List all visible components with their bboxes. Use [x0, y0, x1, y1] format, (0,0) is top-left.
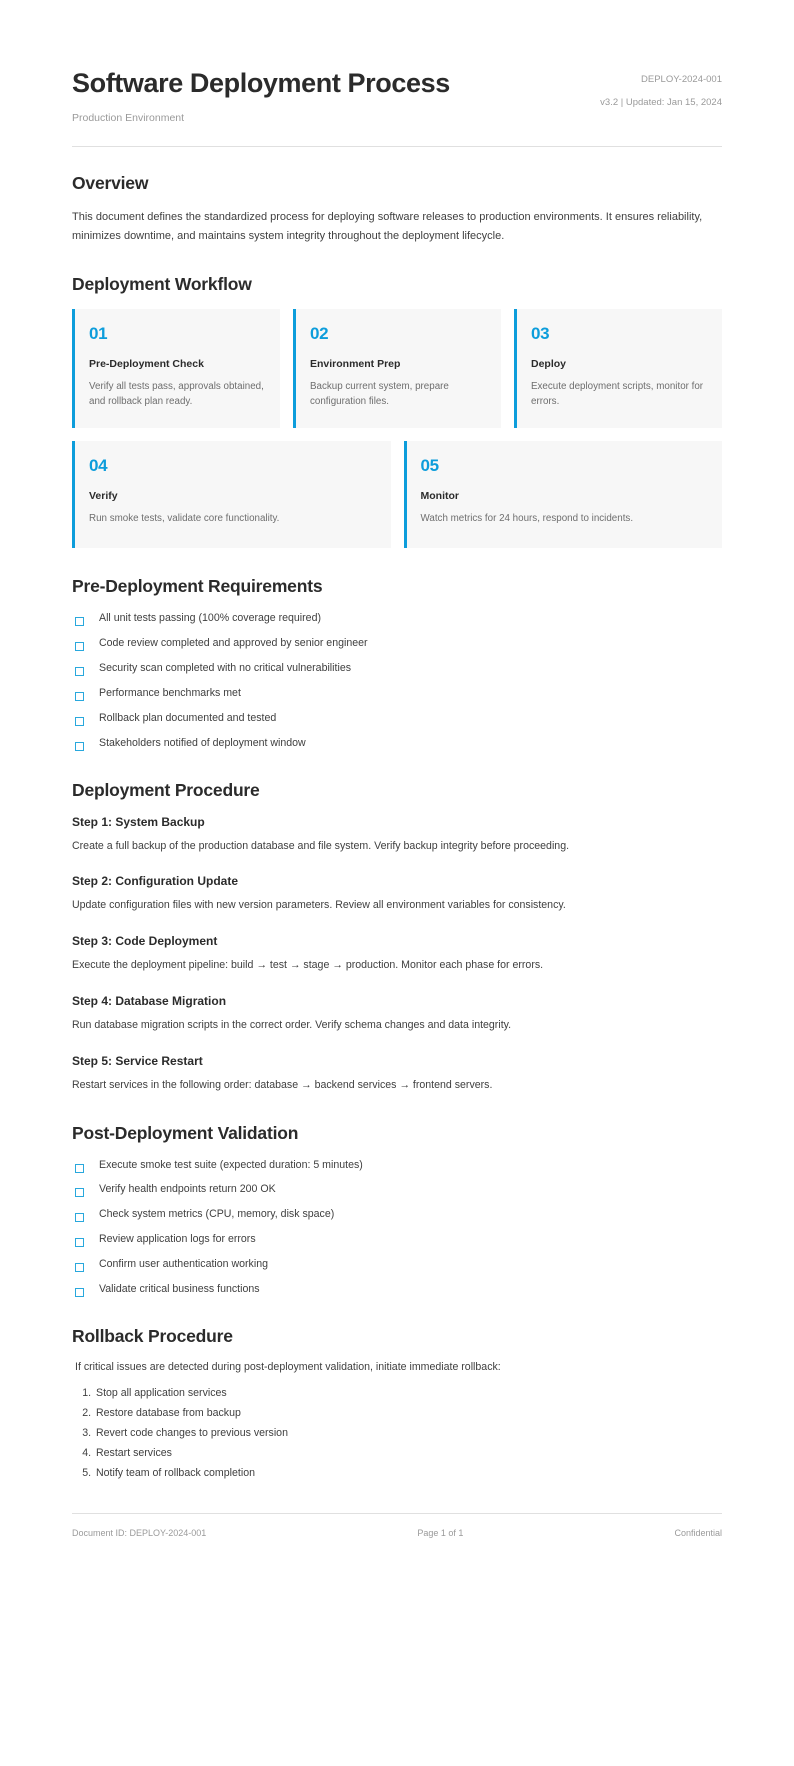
- checkbox-icon[interactable]: [75, 642, 84, 651]
- workflow-card-title: Pre-Deployment Check: [89, 357, 204, 370]
- checklist-item-label: Validate critical business functions: [99, 1283, 260, 1296]
- checklist-item-label: Rollback plan documented and tested: [99, 711, 277, 724]
- workflow-card-title: Environment Prep: [310, 357, 401, 370]
- checklist-item[interactable]: [72, 1282, 722, 1298]
- workflow-card-title: Deploy: [531, 357, 567, 370]
- checkbox-icon[interactable]: [75, 667, 84, 676]
- checkbox-icon[interactable]: [75, 1188, 84, 1197]
- checkbox-icon[interactable]: [75, 1238, 84, 1247]
- checklist-item-label: Performance benchmarks met: [99, 686, 241, 699]
- workflow-card-03: [514, 309, 722, 428]
- document-subtitle: Production Environment: [72, 112, 185, 125]
- workflow-card-01: [72, 309, 280, 428]
- checklist-item[interactable]: [72, 1182, 722, 1198]
- procedure-step-title: Step 4: Database Migration: [72, 994, 227, 1008]
- footer-document-id: Document ID: DEPLOY-2024-001: [72, 1527, 207, 1538]
- requirements-section: [72, 576, 722, 751]
- checklist-item[interactable]: [72, 636, 722, 652]
- rollback-step-item: 5. Notify team of rollback completion: [94, 1467, 722, 1479]
- document-version-meta: v3.2 | Updated: Jan 15, 2024: [600, 97, 722, 108]
- document-id-label: DEPLOY-2024-001: [641, 74, 722, 85]
- checkbox-icon[interactable]: [75, 1263, 84, 1272]
- checklist-item-label: Check system metrics (CPU, memory, disk space): [99, 1208, 335, 1221]
- workflow-card-number: 05: [420, 455, 439, 475]
- checklist-item[interactable]: [72, 686, 722, 702]
- validation-heading: Post-Deployment Validation: [72, 1122, 299, 1143]
- workflow-card-description: Watch metrics for 24 hours, respond to incidents.: [420, 512, 634, 524]
- rollback-heading: Rollback Procedure: [72, 1325, 233, 1346]
- checklist-item-label: All unit tests passing (100% coverage required): [99, 612, 321, 625]
- workflow-row-2: [72, 441, 722, 548]
- checkbox-icon[interactable]: [75, 1164, 84, 1173]
- checklist-item[interactable]: [72, 1232, 722, 1248]
- checklist-item[interactable]: [72, 661, 722, 677]
- procedure-step: [72, 1054, 722, 1095]
- header-left-group: [72, 62, 450, 124]
- header-right-group: [600, 62, 722, 108]
- requirements-checklist: [72, 611, 722, 751]
- workflow-row-1: [72, 309, 722, 428]
- procedure-step: [72, 994, 722, 1035]
- checklist-item[interactable]: [72, 1257, 722, 1273]
- procedure-section: [72, 780, 722, 1095]
- checklist-item[interactable]: [72, 611, 722, 627]
- workflow-card-05: [404, 441, 723, 548]
- validation-section: [72, 1123, 722, 1298]
- checkbox-icon[interactable]: [75, 1288, 84, 1297]
- procedure-step-description: Restart services in the following order: database → backend services → frontend servers.: [72, 1078, 493, 1091]
- workflow-card-description: Run smoke tests, validate core functionality.: [89, 512, 280, 524]
- procedure-step: [72, 874, 722, 915]
- checklist-item-label: Security scan completed with no critical vulnerabilities: [99, 662, 352, 675]
- procedure-step-title: Step 1: System Backup: [72, 814, 205, 829]
- procedure-step-title: Step 5: Service Restart: [72, 1053, 203, 1068]
- overview-body: This document defines the standardized process for deploying software releases to production environments. It ensures reliability, minimizes downtime, and maintains system integrity throughout the deployment lifecycle.: [72, 211, 703, 242]
- header-divider: [72, 146, 722, 147]
- rollback-step-item: 1. Stop all application services: [94, 1387, 722, 1399]
- workflow-card-title: Verify: [89, 489, 118, 502]
- footer-confidentiality-label: Confidential: [674, 1527, 722, 1538]
- checklist-item[interactable]: [72, 1158, 722, 1174]
- document-footer: [72, 1513, 722, 1578]
- procedure-step: [72, 815, 722, 856]
- overview-section: [72, 173, 722, 246]
- workflow-card-title: Monitor: [420, 489, 459, 502]
- rollback-section: [72, 1326, 722, 1479]
- workflow-section: [72, 274, 722, 548]
- checkbox-icon[interactable]: [75, 742, 84, 751]
- checklist-item-label: Review application logs for errors: [99, 1233, 256, 1246]
- procedure-step-description: Create a full backup of the production database and file system. Verify backup integrity before proceeding.: [72, 839, 570, 852]
- footer-page-number: Page 1 of 1: [417, 1527, 464, 1538]
- checklist-item-label: Code review completed and approved by senior engineer: [99, 637, 368, 650]
- procedure-step-description: Update configuration files with new version parameters. Review all environment variables for consistency.: [72, 899, 566, 912]
- validation-checklist: [72, 1158, 722, 1298]
- procedure-step-title: Step 2: Configuration Update: [72, 874, 238, 889]
- workflow-card-description: Execute deployment scripts, monitor for errors.: [531, 380, 704, 408]
- workflow-card-number: 02: [310, 323, 329, 343]
- procedure-step-title: Step 3: Code Deployment: [72, 934, 218, 949]
- checkbox-icon[interactable]: [75, 1213, 84, 1222]
- checklist-item-label: Stakeholders notified of deployment window: [99, 736, 306, 749]
- overview-heading: Overview: [72, 173, 149, 194]
- requirements-heading: Pre-Deployment Requirements: [72, 576, 323, 597]
- rollback-step-item: 4. Restart services: [94, 1447, 722, 1459]
- workflow-card-description: Verify all tests pass, approvals obtained, and rollback plan ready.: [89, 380, 264, 408]
- workflow-card-04: [72, 441, 391, 548]
- rollback-step-item: 3. Revert code changes to previous version: [94, 1427, 722, 1439]
- workflow-card-number: 03: [531, 323, 550, 343]
- checklist-item-label: Verify health endpoints return 200 OK: [99, 1183, 276, 1196]
- procedure-step-description: Execute the deployment pipeline: build → test → stage → production. Monitor each phase for errors.: [72, 959, 544, 972]
- rollback-step-list: [72, 1387, 722, 1479]
- checkbox-icon[interactable]: [75, 692, 84, 701]
- rollback-step-item: 2. Restore database from backup: [94, 1407, 722, 1419]
- checklist-item[interactable]: [72, 736, 722, 752]
- procedure-step-description: Run database migration scripts in the correct order. Verify schema changes and data integrity.: [72, 1019, 512, 1031]
- workflow-card-description: Backup current system, prepare configuration files.: [310, 380, 449, 408]
- rollback-intro-text: If critical issues are detected during post-deployment validation, initiate immediate rollback:: [75, 1360, 501, 1373]
- checklist-item[interactable]: [72, 1207, 722, 1223]
- workflow-card-number: 01: [89, 323, 108, 343]
- checklist-item[interactable]: [72, 711, 722, 727]
- procedure-heading: Deployment Procedure: [72, 779, 260, 800]
- workflow-card-02: [293, 309, 501, 428]
- checkbox-icon[interactable]: [75, 617, 84, 626]
- checklist-item-label: Confirm user authentication working: [99, 1258, 268, 1271]
- checkbox-icon[interactable]: [75, 717, 84, 726]
- checklist-item-label: Execute smoke test suite (expected duration: 5 minutes): [99, 1158, 363, 1171]
- workflow-heading: Deployment Workflow: [72, 273, 252, 294]
- document-header: [72, 62, 722, 146]
- procedure-step: [72, 934, 722, 975]
- page-title: Software Deployment Process: [72, 68, 450, 98]
- workflow-card-number: 04: [89, 455, 108, 475]
